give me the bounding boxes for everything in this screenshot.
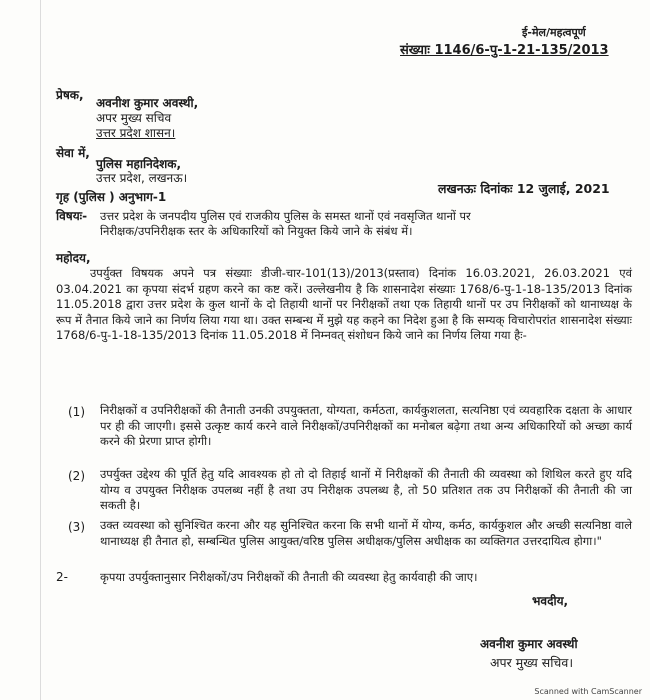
sender-name: अवनीश कुमार अवस्थी, [96, 96, 199, 110]
scanner-watermark: Scanned with CamScanner [534, 687, 642, 696]
scan-edge [40, 0, 41, 700]
point-3-text: उक्त व्यवस्था को सुनिश्चित करना और यह सुनिश्चित करना कि सभी थानों में योग्य, कर्मठ, कार्यकुशल और अच्छी सत्यनिष्ठा वाले थानाध्यक्ष ही तैनात हो, सम्बन्धित पुलिस आयुक्त/वरिष्ठ पुलिस अधीक्षक/पुलिस अधीक्षक का व्यक्तिगत उत्तरदायित्व होगा।" [100, 518, 632, 548]
point-1-text: निरीक्षकों व उपनिरीक्षकों की तैनाती उनकी उपयुक्तता, योग्यता, कर्मठता, कार्यकुशलता, सत्यनिष्ठा एवं व्यवहारिक दक्षता के आधार पर ही की जाएगी। इससे उत्कृष्ट कार्य करने वाले निरीक्षकों/उपनिरीक्षकों का मनोबल बढ़ेगा तथा अन्य अधिकारियों को अच्छा कार्य करने की प्रेरणा प्राप्त होगी। [100, 403, 632, 448]
sender-office: उत्तर प्रदेश शासन। [96, 126, 176, 140]
sender-label: प्रेषक, [56, 88, 84, 102]
signatory-designation: अपर मुख्य सचिव। [490, 655, 574, 670]
point-3-number: (3) [68, 520, 85, 534]
signatory-name: अवनीश कुमार अवस्थी [480, 637, 578, 651]
subject-line-1: उत्तर प्रदेश के जनपदीय पुलिस एवं राजकीय पुलिस के समस्त थानों एवं नवसृजित थानों पर [100, 209, 471, 223]
para-2-text: कृपया उपर्युक्तानुसार निरीक्षकों/उप निरीक्षकों की तैनाती की व्यवस्था हेतु कार्यवाही की जाए। [100, 570, 478, 584]
subject-line-2: निरीक्षक/उपनिरीक्षक स्तर के अधिकारियों को नियुक्त किये जाने के संबंध में। [100, 224, 413, 238]
recipient-place: उत्तर प्रदेश, लखनऊ। [96, 171, 188, 185]
intro-paragraph: उपर्युक्त विषयक अपने पत्र संख्याः डीजी-चार-101(13)/2013(प्रस्ताव) दिनांक 16.03.2021, 26.03.2021 एवं 03.04.2021 का कृपया संदर्भ ग्रहण करने का कष्ट करें। उल्लेखनीय है कि शासनादेश संख्याः 1768/6-पु-1-18-135/2013 दिनांक 11.05.2018 द्वारा उत्तर प्रदेश के कुल थानों के दो तिहायी थानों पर निरीक्षकों तथा एक तिहायी थानों पर उप निरीक्षकों को थानाध्यक्ष के रूप में तैनात किये जाने का निर्णय लिया गया था। उक्त सम्बन्ध में मुझे यह कहने का निदेश हुआ है कि सम्यक् विचारोपरांत शासनादेश संख्याः 1768/6-पु-1-18-135/2013 दिनांक 11.05.2018 में निम्नवत् संशोधन किये जाने का निर्णय लिया गया हैः- [56, 266, 632, 342]
point-2-text: उपर्युक्त उद्देश्य की पूर्ति हेतु यदि आवश्यक हो तो दो तिहाई थानों में निरीक्षकों की तैनाती की व्यवस्था को शिथिल करते हुए यदि योग्य व उपयुक्त निरीक्षक उपलब्ध नहीं है तथा उप निरीक्षक उपलब्ध है, तो 50 प्रतिशत तक उप निरीक्षकों की तैनाती की जा सकती है। [100, 467, 632, 512]
reference-number: संख्याः 1146/6-पु-1-21-135/2013 [400, 43, 609, 58]
place-date: लखनऊः दिनांकः 12 जुलाई, 2021 [438, 181, 610, 196]
subject-label: विषयः- [56, 209, 88, 223]
point-1-number: (1) [68, 405, 85, 419]
email-important-tag: ई-मेल/महत्वपूर्ण [522, 26, 586, 39]
recipient-label: सेवा में, [56, 146, 90, 160]
para-2-number: 2- [56, 570, 68, 584]
point-2-number: (2) [68, 469, 85, 483]
recipient-name: पुलिस महानिदेशक, [96, 157, 182, 171]
department-section: गृह (पुलिस ) अनुभाग-1 [56, 190, 167, 204]
sender-designation: अपर मुख्य सचिव [96, 111, 172, 125]
salutation: महोदय, [56, 251, 91, 265]
closing-yours: भवदीय, [532, 594, 569, 608]
